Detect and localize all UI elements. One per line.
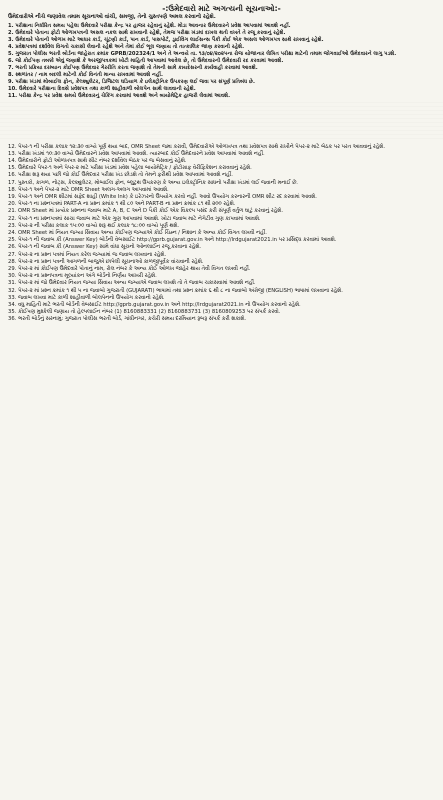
instruction-item: 2. ઉમેદવારે પોતાના ફોટો ઓળખપત્રની અસલ નકલ સાથે રાખવાની રહેશે, તેમજ પરીક્ષા ખંડમાં દાખલ થતી વખતે તે રજૂ કરવાનું રહેશે. bbox=[8, 30, 286, 37]
instruction-item: 23. પેપર-૨ ની પરીક્ષા કલાક ૧૫:૦૦ વાગ્યે શરૂ થઈ કલાક ૧૮:૦૦ વાગ્યે પૂર્ણ થશે. bbox=[8, 222, 180, 229]
instruction-item: 13. પરીક્ષા ખંડમાં ૧૦:૩૦ વાગ્યે ઉમેદવારને પ્રવેશ આપવામાં આવશે. ત્યારબાદ કોઈ ઉમેદવારને પ્રવેશ આપવામાં આવશે નહીં. bbox=[8, 150, 265, 157]
instruction-item: 17. પુસ્તકો, કાગળ, નોટ્સ, કેલ્ક્યુલેટર, મોબાઈલ ફોન, બ્લુટુથ ઉપકરણ કે અન્ય ઇલેક્ટ્રોનિક સાધનો પરીક્ષા ખંડમાં લઈ જવાની મનાઈ છે. bbox=[8, 179, 298, 186]
instruction-item: 30. પેપર-૨ ના પ્રશ્નપત્રના મૂલ્યાંકન અંગે બોર્ડનો નિર્ણય આખરી રહેશે. bbox=[8, 273, 157, 280]
instruction-item: 15. ઉમેદવારે પેપર-૧ અને પેપર-૨ માટે પરીક્ષા ખંડમાં પ્રવેશ પહેલા બાયોમેટ્રિક / ફોટોગ્રાફ વેરીફિકેશન કરાવવાનું રહેશે. bbox=[8, 165, 252, 172]
instruction-item: 20. પેપર-૧ ના પ્રશ્નપત્રમાં PART-A ના પ્રશ્ન ક્રમાંક ૧ થી ૮૦ અને PART-B ના પ્રશ્ન ક્રમાંક ૮૧ થી ૨૦૦ રહેશે. bbox=[8, 201, 236, 208]
intro-text: ઉમેદવારોએ નીચે જણાવેલ તમામ સૂચનાઓ વાંચી, સમજી, તેનો ચુસ્તપણે અમલ કરવાનો રહેશે. bbox=[8, 14, 216, 20]
instruction-item: 12. પેપર-૧ ની પરીક્ષા કલાક ૧૨:૩૦ વાગ્યે પૂર્ણ થયા બાદ, OMR Sheet જમા કરાવી, ઉમેદવારોએ ઓળખપત્ર તથા પ્રવેશપત્ર સાથે રાખીને પેપર-૨ માટે બેઠક પર પરત આવવાનું રહેશે. bbox=[8, 143, 386, 150]
instruction-item: 6. જો કોઈપણ તબક્કે એવું જણાશે કે અરજીપત્રકમાં ખોટી માહિતી આપવામાં આવેલ છે, તો ઉમેદવારની ઉમેદવારી રદ કરવામાં આવશે. bbox=[8, 57, 284, 64]
instruction-item: 8. સ્થળાંતર / નામ બદલી માટેની કોઈ વિનંતી માન્ય રાખવામાં આવશે નહીં. bbox=[8, 71, 163, 78]
instruction-item: 36. ભરતી બોર્ડનું સરનામું: ગુજરાત પોલીસ ભરતી બોર્ડ, ગાંધીનગર, કચેરી સમય દરમિયાન રૂબરૂ સંપર્ક કરી શકાશે. bbox=[8, 316, 247, 323]
instruction-item: 19. પેપર-૧ અને OMR શીટમાં સફેદ શાહી (White Ink) કે ઇરેઝરનો ઉપયોગ કરવો નહીં. આવો ઉપયોગ કરનારની OMR શીટ રદ કરવામાં આવશે. bbox=[8, 194, 317, 200]
instruction-item: 25. પેપર-૧ ની જવાબ કી (Answer Key) બોર્ડની વેબસાઈટ http://gprb.gujarat.gov.in અને http://lrdgujarat2021.in પર પ્રસિદ્ધ કરવામાં આવશે. bbox=[8, 237, 337, 244]
instruction-item: 5. ગુજરાત પોલીસ ભરતી બોર્ડના જાહેરાત ક્રમાંક GPRB/202324/1 અને તે અન્વયે તા. ૧૩/૦૪/૨૦૨૫ના રોજ યોજાનાર લેખિત પરીક્ષા માટેની તમામ જોગવાઈઓ ઉમેદવારને લાગુ પડશે. bbox=[8, 50, 397, 57]
instruction-item: 29. પેપર-૨ માં કોઈપણ ઉમેદવારે પોતાનું નામ, રોલ નંબર કે અન્ય કોઈ ઓળખ જાહેર થાય તેવી વિગત લખવી નહીં. bbox=[8, 266, 251, 273]
instruction-item: 18. પેપર-૧ અને પેપર-૨ માટે OMR Sheet અલગ-અલગ આપવામાં આવશે. bbox=[8, 186, 169, 193]
instruction-item: 1. પરીક્ષાના નિર્ધારિત સમય પહેલા ઉમેદવારે પરીક્ષા કેન્દ્ર પર હાજર રહેવાનું રહેશે. મોડા આવનાર ઉમેદવારને પ્રવેશ આપવામાં આવશે નહીં. bbox=[8, 23, 291, 30]
instruction-list-top bbox=[8, 23, 435, 99]
page-title: -:ઉમેદવારો માટે અગત્યની સૂચનાઓ:- bbox=[162, 4, 281, 13]
instruction-list-bottom bbox=[8, 144, 435, 324]
instruction-item: 33. જવાબ લખવા માટે કાળી શાહીવાળી બોલપેનનો ઉપયોગ કરવાનો રહેશે. bbox=[8, 294, 165, 301]
instruction-item: 31. પેપર-૨ માં જો ઉમેદવાર નિયત જગ્યા સિવાય અન્ય જગ્યાએ જવાબ લખશે તો તે જવાબ ચકાસવામાં આવશે નહીં. bbox=[8, 280, 256, 287]
instruction-item: 4. પ્રવેશપત્રમાં દર્શાવેલ વિગતો ચકાસી લેવાની રહેશે અને તેમાં કોઈ ભૂલ જણાય તો તાત્કાલિક જાણ કરવાની રહેશે. bbox=[8, 43, 245, 50]
instruction-item: 16. પરીક્ષા શરૂ થયા પછી જો કોઈ ઉમેદવાર પરીક્ષા ખંડ છોડશે તો તેમને ફરીથી પ્રવેશ આપવામાં આવશે નહીં. bbox=[8, 172, 233, 179]
instruction-item: 10. ઉમેદવારે પરીક્ષાના દિવસે પ્રવેશપત્ર તથા કાળી શાહીવાળી બોલપેન સાથે લાવવાની રહેશે. bbox=[8, 85, 196, 92]
instruction-item: 28. પેપર-૨ ના પ્રશ્ન પત્રની આગળની બાજુએ છાપેલી સૂચનાઓ કાળજીપૂર્વક વાંચવાની રહેશે. bbox=[8, 258, 204, 265]
instruction-item: 7. ભરતી પ્રક્રિયા દરમ્યાન કોઈપણ ઉમેદવાર ગેરરીતિ કરતા જણાશે તો તેમની સામે કાયદેસરની કાર્યવાહી કરવામાં આવશે. bbox=[8, 64, 258, 71]
section-separator bbox=[0, 102, 443, 140]
instruction-item: 21. OMR Sheet માં પ્રત્યેક પ્રશ્નના જવાબ માટે A, B, C અને D પૈકી કોઈ એક વિકલ્પ પસંદ કરી સંપૂર્ણ વર્તુળ ઘાટું કરવાનું રહેશે. bbox=[8, 208, 284, 215]
instruction-item: 34. વધુ માહિતી માટે ભરતી બોર્ડની વેબસાઈટ http://gprb.gujarat.gov.in અને http://lrdgujarat2021.in નો ઉપયોગ કરવાનો રહેશે. bbox=[8, 302, 301, 309]
instruction-item: 27. પેપર-૨ ના પ્રશ્ન પત્રમાં નિયત કરેલ જગ્યામાં જ જવાબ લખવાના રહેશે. bbox=[8, 251, 167, 258]
instruction-item: 24. OMR Sheet માં નિયત જગ્યા સિવાય અન્ય કોઈપણ જગ્યાએ કોઈ ચિહ્ન / નિશાન કે અન્ય કોઈ વિગત લખવી નહીં. bbox=[8, 230, 267, 237]
instruction-item: 3. ઉમેદવારે પોતાની ઓળખ માટે આધાર કાર્ડ, ચૂંટણી કાર્ડ, પાન કાર્ડ, પાસપોર્ટ, ડ્રાઈવિંગ લાઈસન્સ પૈકી કોઈ એક અસલ ઓળખપત્ર સાથે રાખવાનું રહેશે. bbox=[8, 37, 324, 43]
instruction-item: 22. પેપર-૧ ના પ્રશ્નપત્રમાં સાચા જવાબ માટે એક ગુણ આપવામાં આવશે. ખોટા જવાબ માટે નેગેટીવ ગુણ કાપવામાં આવશે. bbox=[8, 215, 261, 222]
instruction-item: 26. પેપર-૧ ની જવાબ કી (Answer Key) સામે વાંધા સૂચનો ઓનલાઈન રજૂ કરવાના રહેશે. bbox=[8, 244, 202, 251]
instruction-item: 9. પરીક્ષા ખંડમાં મોબાઈલ ફોન, કેલ્ક્યુલેટર, ડિજિટલ ઘડિયાળ કે ઇલેક્ટ્રોનિક ઉપકરણ લઈ જવા પર સંપૂર્ણ પ્રતિબંધ છે. bbox=[8, 78, 255, 85]
instruction-item: 11. પરીક્ષા કેન્દ્ર પર પ્રવેશ સમયે ઉમેદવારનું ચેકિંગ કરવામાં આવશે અને બાયોમેટ્રિક હાજરી લેવામાં આવશે. bbox=[8, 92, 231, 99]
instruction-item: 35. કોઈપણ મુશ્કેલી જણાય તો હેલ્પલાઈન નંબર (1) 8160883331 (2) 8160883731 (3) 8160809253 પર સંપર્ક કરવો. bbox=[8, 309, 281, 316]
instruction-item: 32. પેપર-૨ માં પ્રશ્ન ક્રમાંક ૧ થી ૫ ના જવાબો ગુજરાતી (GUJARATI) ભાષામાં તથા પ્રશ્ન ક્રમાંક ૬ થી ૮ ના જવાબો અંગ્રેજી (ENGLISH) ભાષામાં લખવાના રહેશે. bbox=[8, 287, 343, 294]
instruction-item: 14. ઉમેદવારોને ફોટો ઓળખપત્ર સાથે સીટ નંબર દર્શાવેલ બેઠક પર જ બેસવાનું રહેશે. bbox=[8, 157, 187, 164]
